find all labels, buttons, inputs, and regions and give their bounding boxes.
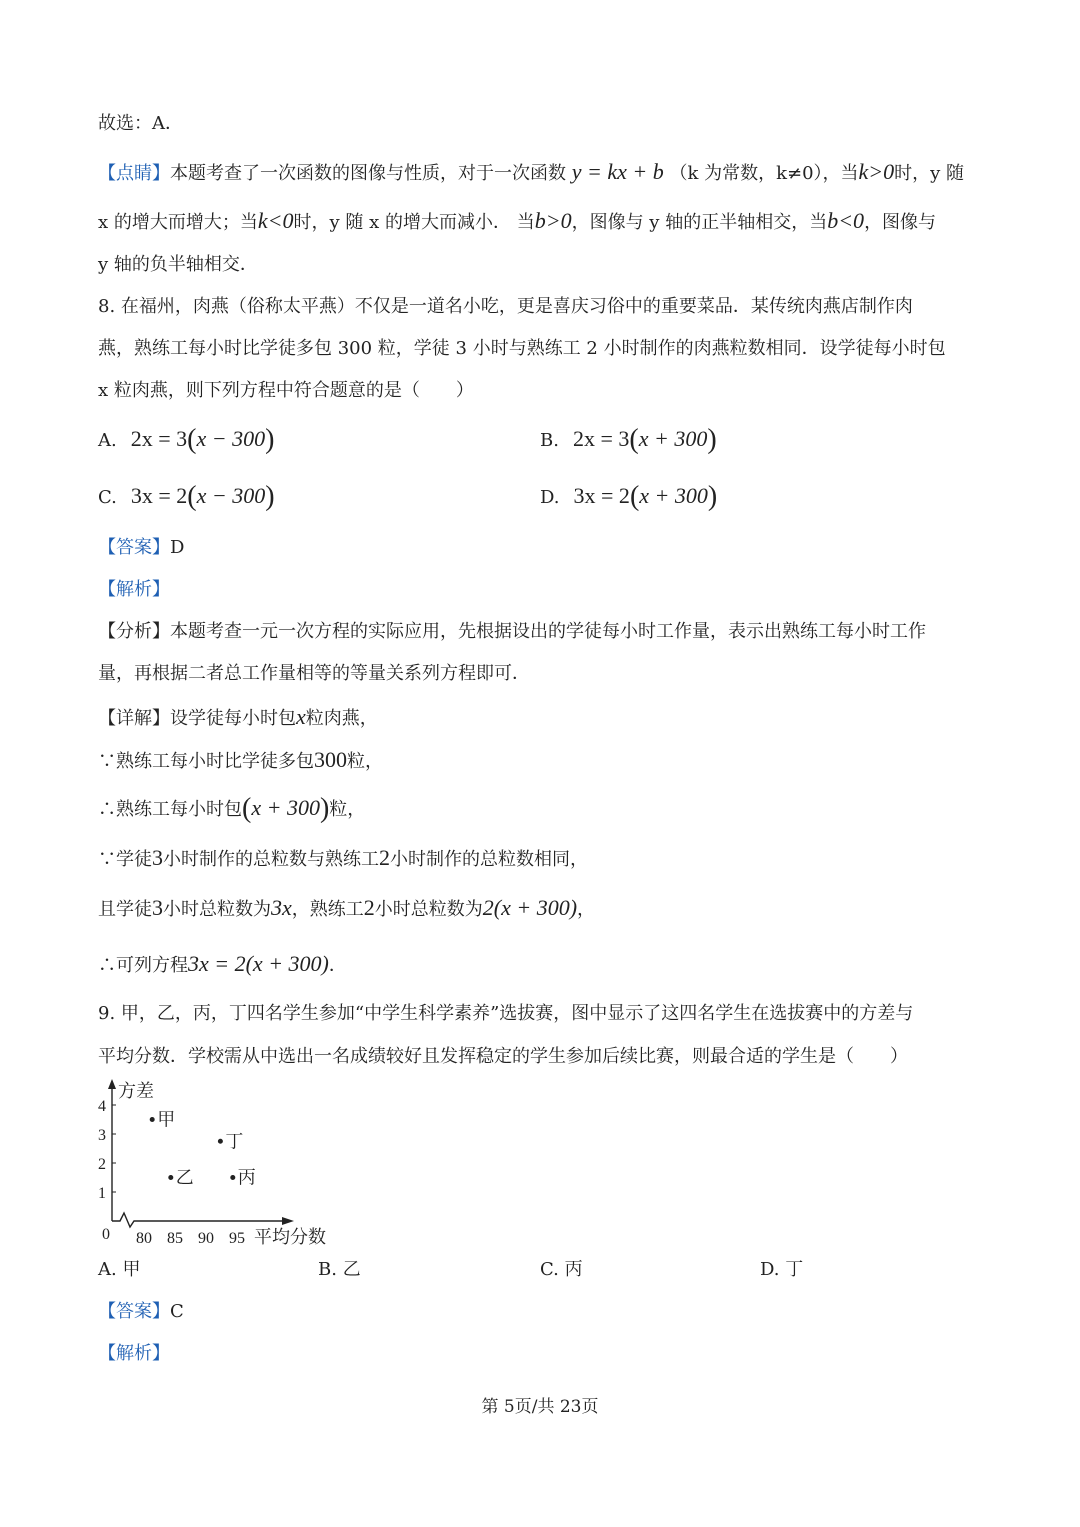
point-丁: [218, 1139, 223, 1144]
x-tick-label: 80: [136, 1230, 152, 1247]
q8-stem-1: 8. 在福州，肉燕（俗称太平燕）不仅是一道名小吃，更是喜庆习俗中的重要菜品．某传统肉燕店制作肉: [98, 296, 913, 317]
q9-stem-1: 9. 甲，乙，丙，丁四名学生参加“中学生科学素养”选拔赛，图中显示了这四名学生在选拔赛中的方差与: [98, 1003, 914, 1024]
q8-detail-5: 且学徒3小时总粒数为3x，熟练工2小时总粒数为2(x + 300)，: [98, 895, 596, 920]
q9-option-d[interactable]: D. 丁: [760, 1259, 804, 1280]
q8-detail-4: ∵学徒3小时制作的总粒数与熟练工2小时制作的总粒数相同，: [98, 845, 588, 870]
y-axis-label: 方差: [118, 1081, 154, 1102]
q8-option-b[interactable]: B. 2x = 3(x + 300): [540, 424, 717, 455]
q9-stem-2: 平均分数．学校需从中选出一名成绩较好且发挥稳定的学生参加后续比赛，则最合适的学生是（ ）: [98, 1046, 908, 1067]
q9-option-c[interactable]: C. 丙: [540, 1259, 583, 1280]
q8-analysis-tag: 【解析】: [98, 579, 170, 600]
q9-option-b[interactable]: B. 乙: [318, 1259, 361, 1280]
y-axis-arrow: [108, 1079, 116, 1089]
x-axis-arrow: [282, 1217, 294, 1225]
variance-mean-scatter-chart: [90, 1075, 350, 1255]
q8-detail-1: 【详解】设学徒每小时包x粒肉燕，: [98, 704, 378, 729]
point-丙: [230, 1175, 235, 1180]
point-label: 丁: [225, 1131, 244, 1153]
q8-detail-2: ∵熟练工每小时比学徒多包300粒，: [98, 747, 383, 772]
note-line-2: x 的增大而增大；当k<0时，y 随 x 的增大而减小． 当b>0，图像与 y 轴的正半轴相交，当b<0，图像与: [98, 208, 937, 233]
x-axis-line-with-break: [112, 1213, 282, 1227]
q9-analysis-tag: 【解析】: [98, 1343, 170, 1364]
q8-fenxi-2: 量，再根据二者总工作量相等的等量关系列方程即可．: [98, 663, 530, 684]
y-tick-label: 4: [98, 1098, 106, 1115]
point-乙: [168, 1175, 173, 1180]
q8-fenxi-1: 【分析】本题考查一元一次方程的实际应用，先根据设出的学徒每小时工作量，表示出熟练工每小时工作: [98, 621, 926, 642]
note-line-1: 【点睛】本题考查了一次函数的图像与性质，对于一次函数 y = kx + b （k 为常数，k≠0），当k>0时，y 随: [98, 159, 965, 184]
x-tick-label: 90: [198, 1230, 214, 1247]
linear-function-formula: y = kx + b: [571, 159, 664, 184]
y-tick-label: 2: [98, 1156, 106, 1173]
q9-answer: 【答案】C: [98, 1301, 184, 1322]
x-axis-label: 平均分数: [254, 1227, 326, 1248]
origin-label: 0: [102, 1226, 110, 1243]
q8-detail-6: ∴可列方程3x = 2(x + 300)．: [98, 951, 347, 976]
point-甲: [150, 1117, 155, 1122]
note-line-3: y 轴的负半轴相交．: [98, 254, 258, 275]
point-label: 丙: [237, 1167, 256, 1189]
q8-detail-3: ∴熟练工每小时包(x + 300)粒，: [98, 793, 366, 824]
q8-stem-2: 燕，熟练工每小时比学徒多包 300 粒，学徒 3 小时与熟练工 2 小时制作的肉燕粒数相同．设学徒每小时包: [98, 338, 946, 359]
conclusion-line: 故选：A．: [98, 113, 183, 134]
q8-option-d[interactable]: D. 3x = 2(x + 300): [540, 481, 718, 512]
q8-stem-3: x 粒肉燕，则下列方程中符合题意的是（ ）: [98, 380, 474, 401]
q8-answer: 【答案】D: [98, 537, 185, 558]
q8-option-c[interactable]: C. 3x = 2(x − 300): [98, 481, 275, 512]
x-tick-label: 85: [167, 1230, 183, 1247]
q9-option-a[interactable]: A. 甲: [98, 1259, 141, 1280]
point-label: 乙: [175, 1167, 194, 1189]
point-label: 甲: [157, 1109, 176, 1131]
q8-option-a[interactable]: A. 2x = 3(x − 300): [98, 424, 275, 455]
x-tick-label: 95: [229, 1230, 245, 1247]
y-tick-label: 3: [98, 1127, 106, 1144]
y-tick-label: 1: [98, 1185, 106, 1202]
note-tag: 【点睛】: [98, 163, 170, 184]
page-footer: 第 5页/共 23页: [481, 1397, 599, 1417]
